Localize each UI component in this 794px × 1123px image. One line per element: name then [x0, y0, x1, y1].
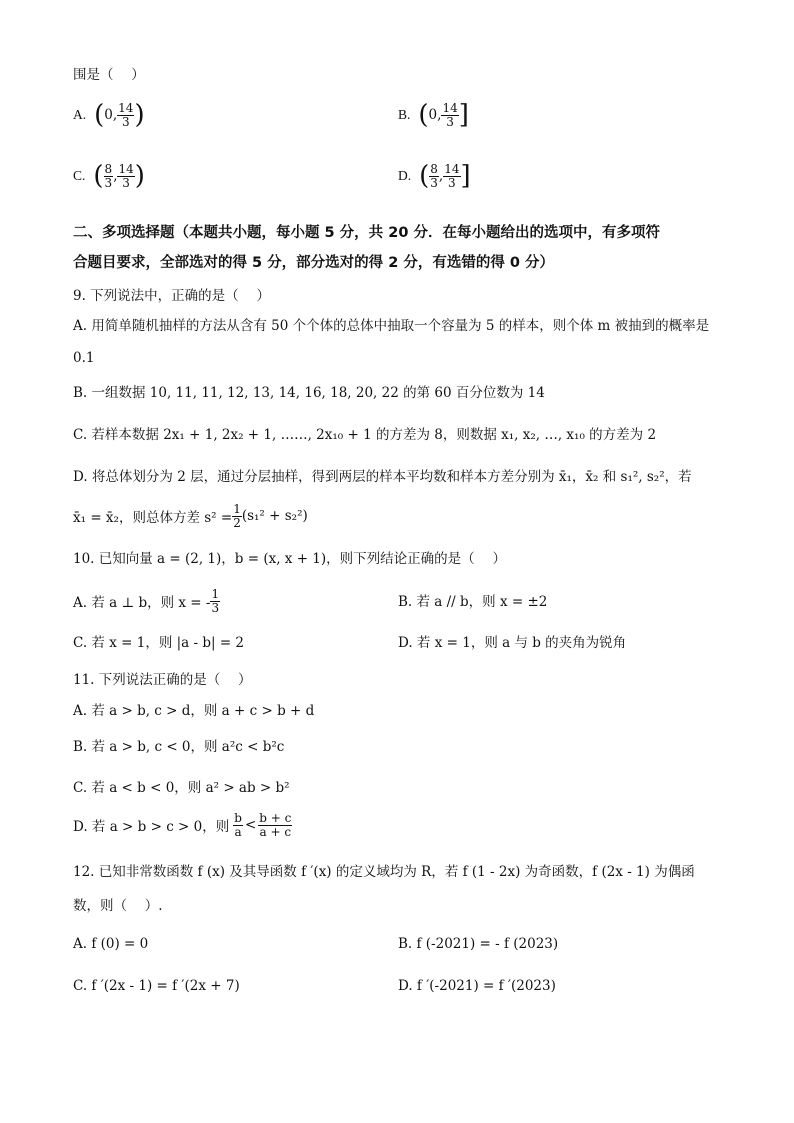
question-10-stem: 10. 已知向量 a = (2, 1)，b = (x, x + 1)，则下列结论正确的是（ ）	[73, 551, 506, 567]
question-8-tail: 围是（ ）	[73, 67, 145, 83]
fraction: 14 3	[442, 101, 458, 129]
q9-option-a[interactable]: A. 用简单随机抽样的方法从含有 50 个个体的总体中抽取一个容量为 5 的样本，则个体 m 被抽到的概率是	[73, 318, 710, 334]
q10-option-d[interactable]: D. 若 x = 1，则 a 与 b 的夹角为锐角	[398, 635, 627, 651]
q8-option-c[interactable]: C. ( 8 3 , 14 3 )	[73, 161, 145, 192]
q8-option-b[interactable]: B. ( 0, 14 3 ]	[398, 100, 469, 131]
fraction: 14 3	[118, 162, 134, 190]
q9-option-c[interactable]: C. 若样本数据 2x₁ + 1, 2x₂ + 1, ……, 2x₁₀ + 1 的方差为 8，则数据 x₁, x₂, …, x₁₀ 的方差为 2	[73, 427, 657, 443]
section-2-heading-line1: 二、多项选择题（本题共小题，每小题 5 分，共 20 分．在每小题给出的选项中，有多项符	[73, 225, 660, 241]
question-12-stem-line2: 数，则（ ）.	[73, 898, 163, 914]
question-9-stem: 9. 下列说法中，正确的是（ ）	[73, 288, 270, 304]
question-11-stem: 11. 下列说法正确的是（ ）	[73, 672, 252, 688]
fraction: 8 3	[430, 162, 438, 190]
q10-option-b[interactable]: B. 若 a // b，则 x = ±2	[398, 594, 548, 610]
q11-option-a[interactable]: A. 若 a > b, c > d，则 a + c > b + d	[73, 703, 315, 719]
q9-option-d[interactable]: D. 将总体划分为 2 层，通过分层抽样，得到两层的样本平均数和样本方差分别为 x̄₁，x̄₂ 和 s₁², s₂²，若	[73, 469, 692, 485]
q9-option-a-cont: 0.1	[73, 350, 95, 366]
q11-option-b[interactable]: B. 若 a > b, c < 0，则 a²c < b²c	[73, 739, 285, 755]
q12-option-a[interactable]: A. f (0) = 0	[73, 936, 149, 952]
q8-option-a[interactable]: A. ( 0, 14 3 )	[73, 100, 145, 131]
fraction: 8 3	[104, 162, 113, 190]
q12-option-d[interactable]: D. f ′(-2021) = f ′(2023)	[398, 978, 556, 994]
q10-option-a[interactable]: A. 若 a ⊥ b，则 x = - 1 3	[73, 587, 220, 615]
fraction: 14 3	[118, 101, 134, 129]
q11-option-c[interactable]: C. 若 a < b < 0，则 a² > ab > b²	[73, 780, 290, 796]
fraction: 14 3	[444, 162, 460, 190]
q12-option-c[interactable]: C. f ′(2x - 1) = f ′(2x + 7)	[73, 978, 240, 994]
question-12-stem-line1: 12. 已知非常数函数 f (x) 及其导函数 f ′(x) 的定义域均为 R，若 f (1 - 2x) 为奇函数，f (2x - 1) 为偶函	[73, 864, 695, 880]
fraction: b a	[234, 811, 242, 839]
q11-option-d[interactable]: D. 若 a > b > c > 0，则 b a < b + c a + c	[73, 811, 292, 839]
q8-option-d[interactable]: D. ( 8 3 , 14 3 ]	[398, 161, 471, 192]
fraction: 1 3	[211, 587, 220, 615]
q9-option-b[interactable]: B. 一组数据 10, 11, 11, 12, 13, 14, 16, 18, 20, 22 的第 60 百分位数为 14	[73, 385, 545, 401]
q9-option-d-cont: x̄₁ = x̄₂，则总体方差 s² = $\frac{1}{2}$ (s₁² + s₂²)	[73, 502, 308, 530]
fraction: $\frac{1}{2}$	[233, 502, 241, 530]
section-2-heading-line2: 合题目要求，全部选对的得 5 分，部分选对的得 2 分，有选错的得 0 分）	[73, 255, 555, 271]
fraction: b + c a + c	[259, 811, 292, 839]
q12-option-b[interactable]: B. f (-2021) = - f (2023)	[398, 936, 559, 952]
q10-option-c[interactable]: C. 若 x = 1，则 |a - b| = 2	[73, 635, 245, 651]
